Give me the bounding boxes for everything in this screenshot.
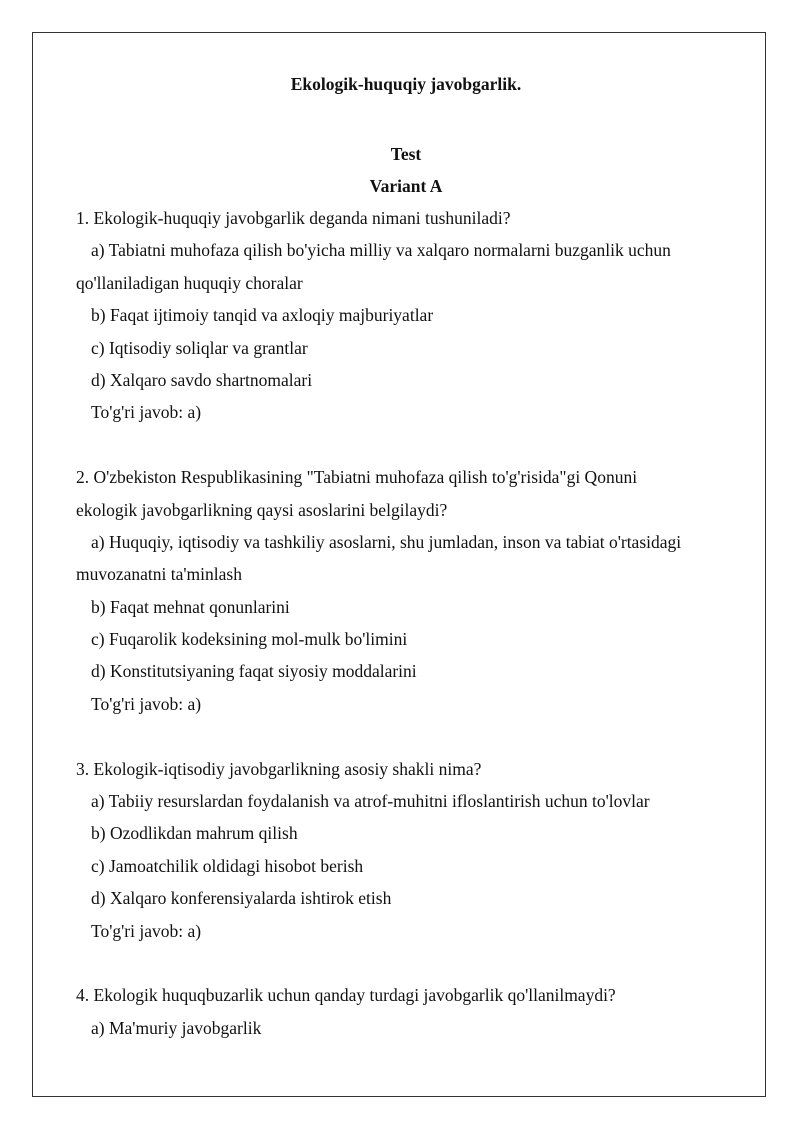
option-a: a) Ma'muriy javobgarlik [91, 1017, 262, 1038]
question-text: 3. Ekologik-iqtisodiy javobgarlikning asosiy shakli nima? [76, 758, 482, 779]
option-b: b) Faqat mehnat qonunlarini [91, 596, 290, 617]
option-a-continued: qo'llaniladigan huquqiy choralar [76, 272, 303, 293]
option-d: d) Konstitutsiyaning faqat siyosiy moddalarini [91, 661, 417, 682]
correct-answer: To'g'ri javob: a) [91, 920, 202, 941]
option-a: a) Tabiiy resurslardan foydalanish va atrof-muhitni ifloslantirish uchun to'lovlar [91, 791, 650, 812]
question-text: 4. Ekologik huquqbuzarlik uchun qanday turdagi javobgarlik qo'llanilmaydi? [76, 985, 616, 1006]
option-c: c) Jamoatchilik oldidagi hisobot berish [91, 855, 364, 876]
question-block-3 [76, 753, 736, 947]
option-a: a) Tabiatni muhofaza qilish bo'yicha milliy va xalqaro normalarni buzganlik uchun [91, 240, 671, 261]
variant-heading: Variant A [369, 176, 443, 196]
document-body [76, 68, 736, 1044]
option-b: b) Ozodlikdan mahrum qilish [91, 823, 298, 844]
document-title: Ekologik-huquqiy javobgarlik. [290, 74, 522, 94]
question-block-4 [76, 979, 736, 1044]
option-c: c) Iqtisodiy soliqlar va grantlar [91, 337, 308, 358]
question-text: 2. O'zbekiston Respublikasining "Tabiatni muhofaza qilish to'g'risida"gi Qonuni [76, 467, 638, 488]
test-heading: Test [390, 144, 422, 164]
option-b: b) Faqat ijtimoiy tanqid va axloqiy majburiyatlar [91, 305, 434, 326]
correct-answer: To'g'ri javob: a) [91, 693, 202, 714]
correct-answer: To'g'ri javob: a) [91, 402, 202, 423]
option-d: d) Xalqaro konferensiyalarda ishtirok etish [91, 888, 392, 909]
question-text-continued: ekologik javobgarlikning qaysi asoslarini belgilaydi? [76, 499, 448, 520]
option-c: c) Fuqarolik kodeksining mol-mulk bo'limini [91, 629, 408, 650]
option-a-continued: muvozanatni ta'minlash [76, 564, 242, 585]
option-d: d) Xalqaro savdo shartnomalari [91, 369, 313, 390]
question-block-1 [76, 202, 736, 429]
option-a: a) Huquqiy, iqtisodiy va tashkiliy asoslarni, shu jumladan, inson va tabiat o'rtasidagi [91, 531, 682, 552]
question-text: 1. Ekologik-huquqiy javobgarlik deganda nimani tushuniladi? [76, 208, 511, 228]
question-block-2 [76, 461, 736, 720]
